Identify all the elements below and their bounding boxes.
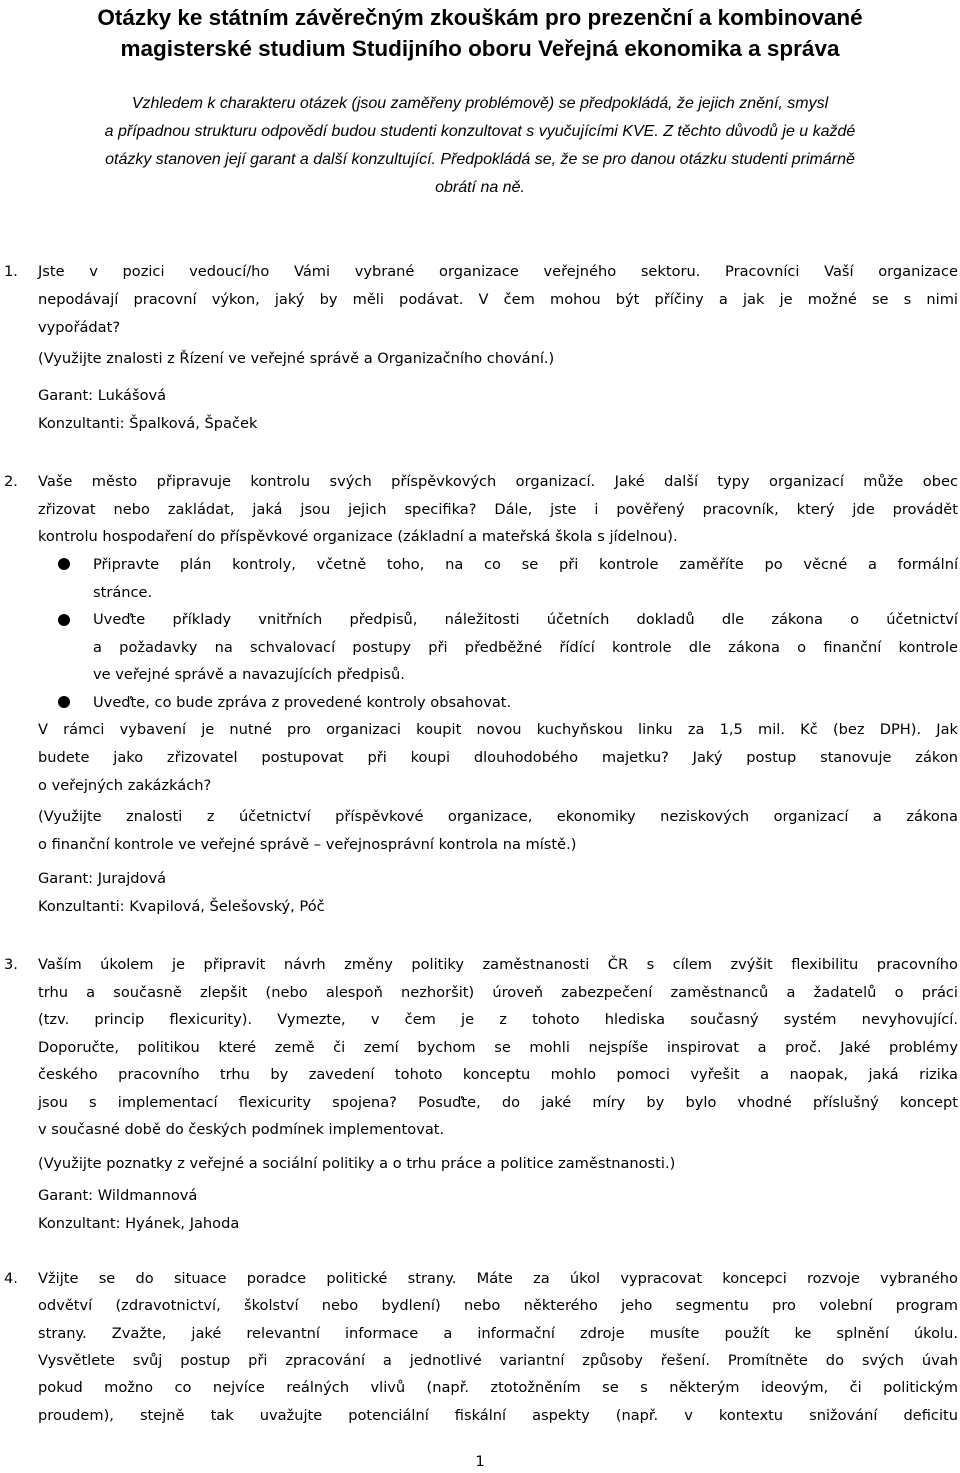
intro-paragraph <box>0 90 960 202</box>
question-text-line: Vaším úkolem je připravit návrh změny politiky zaměstnanosti ČR s cílem zvýšit flexibilitu pracovního <box>38 956 958 973</box>
question-text-line: (tzv. princip flexicurity). Vymezte, v čem je z tohoto hlediska současný systém nevyhovující. <box>38 1011 958 1028</box>
question-text-line: jsou s implementací flexicurity spojena? Posuďte, do jaké míry by bylo vhodné příslušný koncept <box>38 1094 958 1111</box>
question-text-line: pokud možno co nejvíce reálných vlivů (např. ztotožněním se s některým ideovým, či politickým <box>38 1379 958 1396</box>
intro-line: a případnou strukturu odpovědí budou studenti konzultovat s vyučujícími KVE. Z těchto důvodů je u každé <box>104 123 856 140</box>
question-hint: (Využijte poznatky z veřejné a sociální politiky a o trhu práce a politice zaměstnanosti.) <box>38 1155 676 1172</box>
intro-line: Vzhledem k charakteru otázek (jsou zaměřeny problémově) se předpokládá, že jejich znění, smysl <box>131 95 829 112</box>
question-garant: Garant: Lukášová <box>38 387 167 404</box>
question-text-line: v současné době do českých podmínek implementovat. <box>38 1121 445 1138</box>
bullet-icon <box>58 614 70 626</box>
question-text-line: kontrolu hospodaření do příspěvkové organizace (základní a mateřská škola s jídelnou). <box>38 528 678 545</box>
question-number: 3. <box>4 956 18 973</box>
page-number: 1 <box>475 1453 485 1470</box>
title-line: magisterské studium Studijního oboru Veřejná ekonomika a správa <box>120 36 840 61</box>
question-text-line: Vysvětlete svůj postup při zpracování a jednotlivé variantní způsoby řešení. Promítněte do svých úvah <box>38 1352 958 1369</box>
document-title <box>0 2 960 64</box>
question-text-line: o veřejných zakázkách? <box>38 777 212 794</box>
question-number: 2. <box>4 473 18 490</box>
question-text-line: budete jako zřizovatel postupovat při koupi dlouhodobého majetku? Jaký postup stanovuje zákon <box>38 749 958 766</box>
question-garant: Garant: Wildmannová <box>38 1187 198 1204</box>
bullet-text-line: stránce. <box>93 584 153 601</box>
question-konzultanti: Konzultanti: Špalková, Špaček <box>38 415 258 432</box>
question-text-line: Jste v pozici vedoucí/ho Vámi vybrané organizace veřejného sektoru. Pracovníci Vaší organizace <box>38 263 958 280</box>
intro-line: obrátí na ně. <box>435 179 525 196</box>
question-konzultanti: Konzultant: Hyánek, Jahoda <box>38 1215 240 1232</box>
bullet-text-line: a požadavky na schvalovací postupy při předběžné řídící kontrole dle zákona o finanční kontrole <box>93 639 958 656</box>
question-number: 4. <box>4 1270 18 1287</box>
bullet-text-line: Uveďte, co bude zpráva z provedené kontroly obsahovat. <box>93 694 512 711</box>
question-hint: (Využijte znalosti z Řízení ve veřejné správě a Organizačního chování.) <box>38 350 555 367</box>
title-line: Otázky ke státním závěrečným zkouškám pro prezenční a kombinované <box>97 5 863 30</box>
bullet-text-line: ve veřejné správě a navazujících předpisů. <box>93 666 405 683</box>
question-text-line: zřizovat nebo zakládat, jaká jsou jejich specifika? Dále, jste i pověřený pracovník, který jde provádět <box>38 501 958 518</box>
question-text-line: Doporučte, politikou které země či zemí bychom se mohli nejspíše inspirovat a proč. Jaké problémy <box>38 1039 958 1056</box>
question-hint: o finanční kontrole ve veřejné správě – veřejnosprávní kontrola na místě.) <box>38 836 577 853</box>
question-text-line: V rámci vybavení je nutné pro organizaci koupit novou kuchyňskou linku za 1,5 mil. Kč (bez DPH). Jak <box>38 721 958 738</box>
question-hint: (Využijte znalosti z účetnictví příspěvkové organizace, ekonomiky neziskových organizací a zákona <box>38 808 958 825</box>
bullet-text-line: Uveďte příklady vnitřních předpisů, náležitosti účetních dokladů dle zákona o účetnictví <box>93 611 958 628</box>
question-text-line: Vaše město připravuje kontrolu svých příspěvkových organizací. Jaké další typy organizací může obec <box>38 473 958 490</box>
question-konzultanti: Konzultanti: Kvapilová, Šelešovský, Póč <box>38 898 325 915</box>
bullet-icon <box>58 696 70 708</box>
intro-line: otázky stanoven její garant a další konzultující. Předpokládá se, že se pro danou otázku studenti primárně <box>105 151 855 168</box>
question-text-line: odvětví (zdravotnictví, školství nebo bydlení) nebo některého jeho segmentu pro volební program <box>38 1297 958 1314</box>
question-number: 1. <box>4 263 18 280</box>
question-text-line: Vžijte se do situace poradce politické strany. Máte za úkol vypracovat koncepci rozvoje vybraného <box>38 1270 958 1287</box>
question-text-line: nepodávají pracovní výkon, jaký by měli podávat. V čem mohou být příčiny a jak je možné se s nimi <box>38 291 958 308</box>
question-text-line: proudem), stejně tak uvažujte potenciální fiskální aspekty (např. v kontextu snižování deficitu <box>38 1407 958 1424</box>
bullet-text-line: Připravte plán kontroly, včetně toho, na co se při kontrole zaměříte po věcné a formální <box>93 556 958 573</box>
question-text-line: strany. Zvažte, jaké relevantní informace a informační zdroje musíte použít ke splnění úkolu. <box>38 1325 958 1342</box>
question-text-line: českého pracovního trhu by zavedení tohoto konceptu mohlo pomoci vyřešit a naopak, jaká rizika <box>38 1066 958 1083</box>
question-garant: Garant: Jurajdová <box>38 870 167 887</box>
question-text-line: trhu a současně zlepšit (nebo alespoň nezhoršit) úroveň zabezpečení zaměstnanců a žadatelů o práci <box>38 984 958 1001</box>
question-text-line: vypořádat? <box>38 319 121 336</box>
bullet-icon <box>58 558 70 570</box>
